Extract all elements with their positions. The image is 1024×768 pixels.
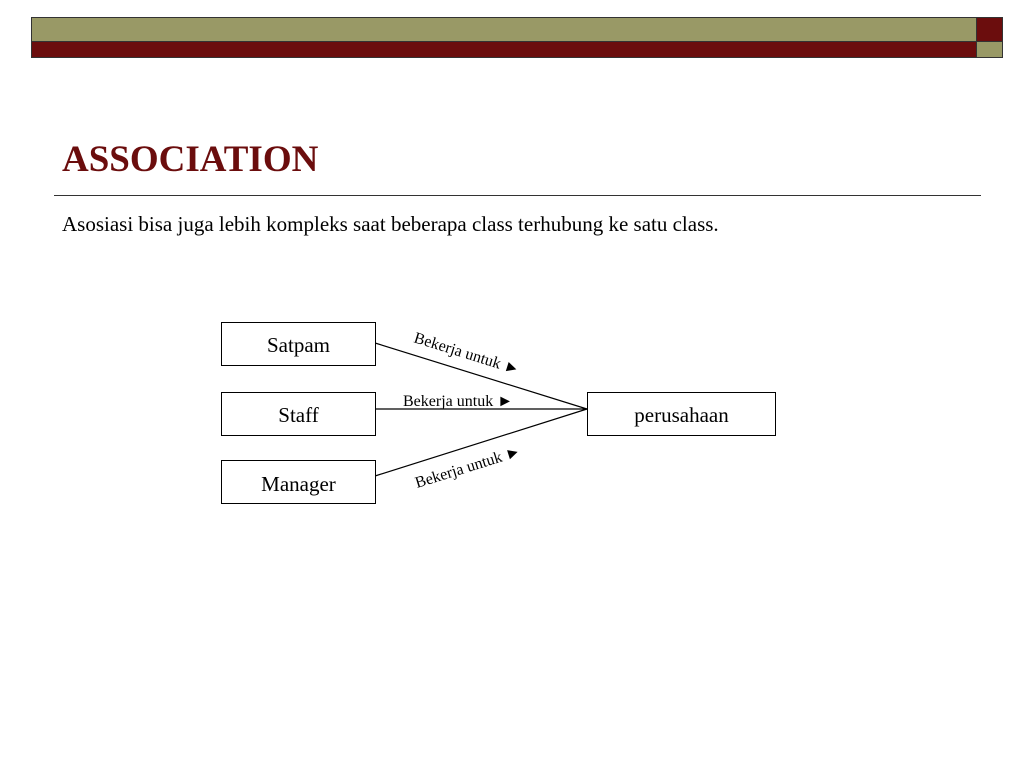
- class-box-staff: [222, 393, 376, 436]
- class-box-perusahaan: [588, 393, 776, 436]
- class-box-satpam: [222, 323, 376, 366]
- class-label-perusahaan: perusahaan: [634, 403, 729, 427]
- slide-body-text: Asosiasi bisa juga lebih kompleks saat beberapa class terhubung ke satu class.: [62, 212, 719, 236]
- association-label-staff: Bekerja untuk ►: [403, 393, 514, 410]
- class-label-staff: Staff: [278, 403, 319, 427]
- association-label-manager: Bekerja untuk ►: [413, 442, 524, 492]
- slide-title: ASSOCIATION: [62, 139, 319, 180]
- association-label-satpam: Bekerja untuk ►: [411, 329, 522, 379]
- class-label-manager: Manager: [261, 472, 336, 496]
- class-label-satpam: Satpam: [267, 333, 330, 357]
- class-box-manager: [222, 461, 376, 504]
